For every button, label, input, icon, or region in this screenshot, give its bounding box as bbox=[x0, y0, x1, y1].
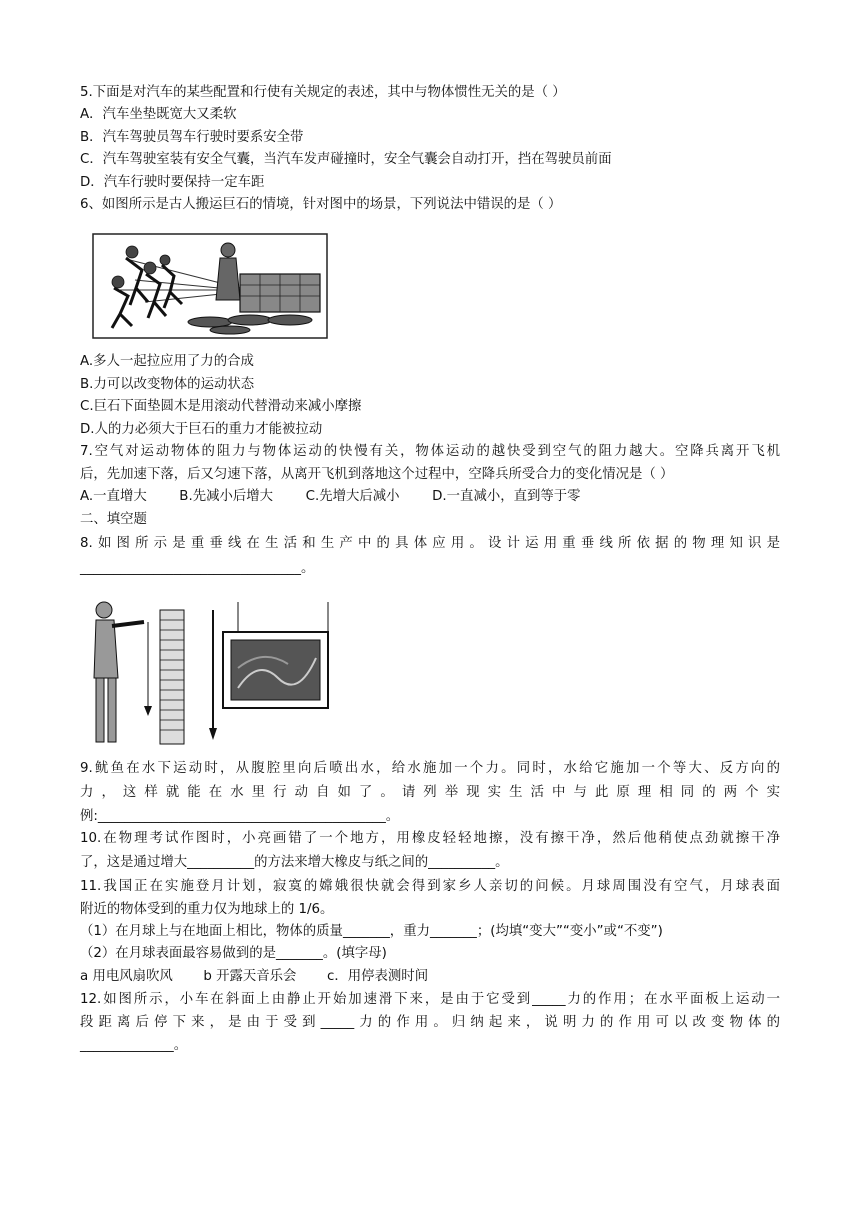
q9-line-2: 力，这样就能在水里行动自如了。请列举现实生活中与此原理相同的两个实 bbox=[80, 785, 780, 800]
q11-option-c: c．用停表测时间 bbox=[326, 969, 429, 984]
q10-line-1: 10.在物理考试作图时，小亮画错了一个地方，用橡皮轻轻地擦，没有擦干净，然后他稍使点劲就擦干净 bbox=[80, 831, 780, 846]
q6-option-c: C.巨石下面垫圆木是用滚动代替滑动来减小摩擦 bbox=[80, 399, 362, 414]
q6-stem: 6、如图所示是古人搬运巨石的情境，针对图中的场景，下列说法中错误的是（ ） bbox=[80, 197, 562, 212]
q6-option-a: A.多人一起拉应用了力的合成 bbox=[80, 354, 254, 369]
q12-line-2: 段距离后停下来，是由于受到_____力的作用。归纳起来，说明力的作用可以改变物体的 bbox=[80, 1015, 780, 1030]
q5-option-d: D．汽车行驶时要保持一定车距 bbox=[80, 175, 265, 190]
q7-option-a: A.一直增大 bbox=[80, 489, 147, 504]
q11-sub-1: （1）在月球上与在地面上相比，物体的质量_______，重力_______；(均填“变大”“变小”或“不变”) bbox=[80, 924, 663, 939]
q5-stem: 5.下面是对汽车的某些配置和行使有关规定的表述，其中与物体惯性无关的是（ ） bbox=[80, 85, 566, 100]
q7-options bbox=[80, 486, 780, 508]
q7-option-b: B.先减小后增大 bbox=[179, 489, 274, 504]
q7-line-1: 7.空气对运动物体的阻力与物体运动的快慢有关，物体运动的越快受到空气的阻力越大。空降兵离开飞机 bbox=[80, 444, 780, 459]
q5-option-a: A．汽车坐垫既宽大又柔软 bbox=[80, 107, 237, 122]
q11-sub-2: （2）在月球表面最容易做到的是_______。(填字母) bbox=[80, 946, 387, 961]
q9-line-1: 9.鱿鱼在水下运动时，从腹腔里向后喷出水，给水施加一个力。同时，水给它施加一个等大、反方向的 bbox=[80, 761, 780, 776]
q11-line-1: 11.我国正在实施登月计划，寂寞的嫦娥很快就会得到家乡人亲切的问候。月球周围没有空气，月球表面 bbox=[80, 879, 780, 894]
q7-option-c: C.先增大后减小 bbox=[305, 489, 400, 504]
q7-option-d: D.一直减小，直到等于零 bbox=[432, 489, 581, 504]
q5-option-c: C．汽车驾驶室装有安全气囊，当汽车发声碰撞时，安全气囊会自动打开，挡在驾驶员前面 bbox=[80, 152, 612, 167]
q5-option-b: B．汽车驾驶员驾车行驶时要系安全带 bbox=[80, 130, 304, 145]
q12-line-1: 12.如图所示，小车在斜面上由静止开始加速滑下来，是由于它受到_____力的作用；在水平面板上运动一 bbox=[80, 992, 780, 1007]
q8-line-2: _________________________________。 bbox=[80, 561, 315, 576]
section-heading: 二、填空题 bbox=[80, 512, 147, 527]
q11-option-a: a 用电风扇吹风 bbox=[80, 969, 173, 984]
q10-line-2: 了，这是通过增大__________的方法来增大橡皮与纸之间的__________。 bbox=[80, 855, 509, 870]
q12-line-3: ______________。 bbox=[80, 1038, 188, 1053]
q9-line-3: 例:___________________________________________。 bbox=[80, 809, 400, 824]
q6-option-b: B.力可以改变物体的运动状态 bbox=[80, 377, 255, 392]
q11-option-b: b 开露天音乐会 bbox=[203, 969, 297, 984]
q8-line-1: 8.如图所示是重垂线在生活和生产中的具体应用。设计运用重垂线所依据的物理知识是 bbox=[80, 536, 780, 551]
q11-line-2: 附近的物体受到的重力仅为地球上的 1/6。 bbox=[80, 902, 334, 917]
plumb-line-illustration bbox=[88, 598, 338, 750]
q6-option-d: D.人的力必须大于巨石的重力才能被拉动 bbox=[80, 422, 323, 437]
q11-options bbox=[80, 966, 780, 988]
stone-hauling-illustration bbox=[90, 230, 330, 342]
q7-line-2: 后，先加速下落，后又匀速下落，从离开飞机到落地这个过程中，空降兵所受合力的变化情况是（ ） bbox=[80, 467, 674, 482]
